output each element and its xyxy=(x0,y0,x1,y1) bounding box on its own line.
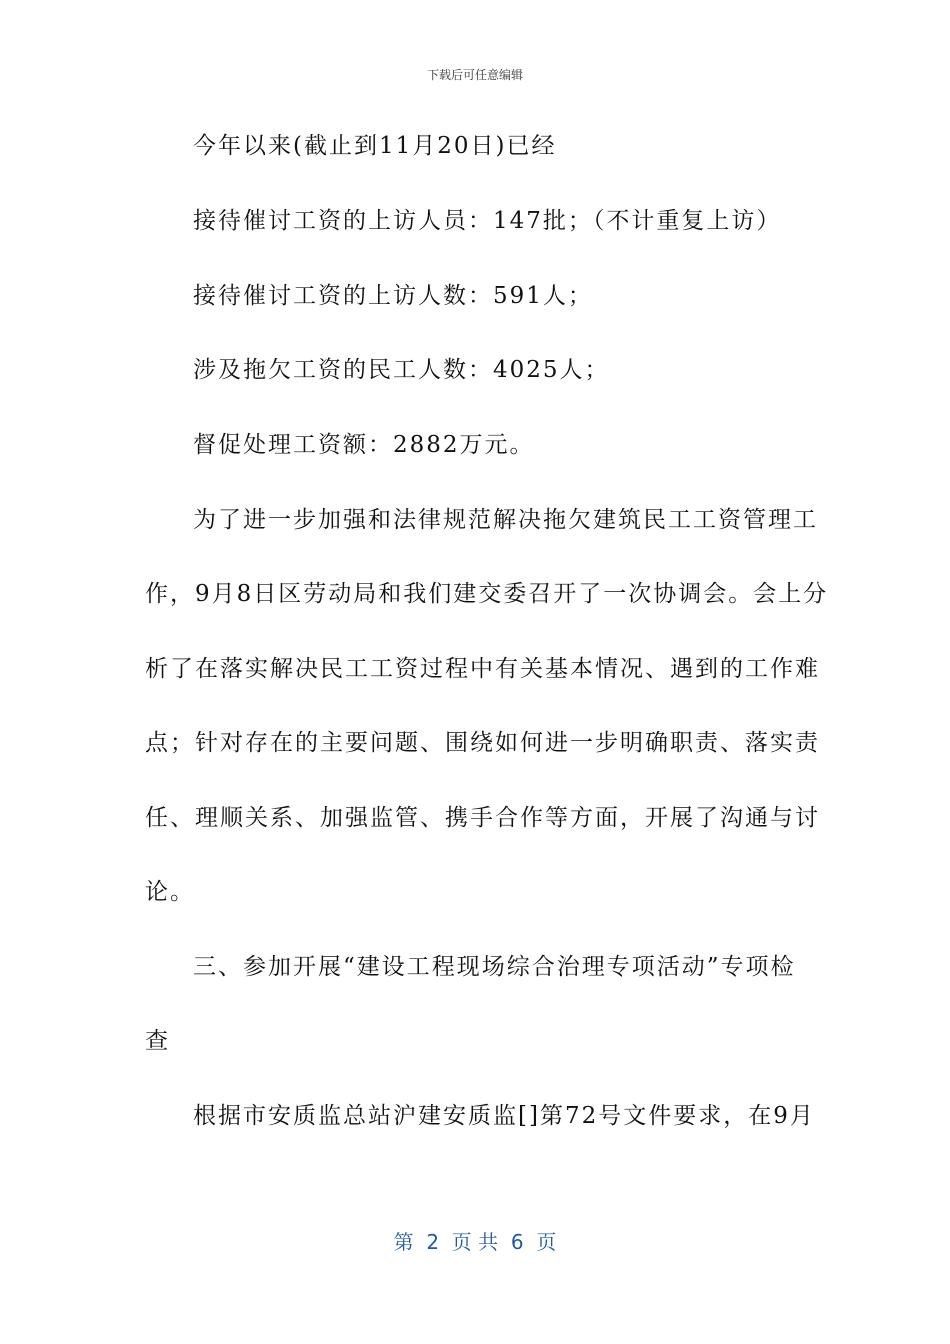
page-number-footer: 第 2 页 共 6 页 xyxy=(393,1230,557,1254)
text-line: 督促处理工资额：2882万元。 xyxy=(193,432,535,458)
paragraph-line: 根据市安质监总站沪建安质监[]第72号文件要求，在9月 xyxy=(193,1103,815,1129)
section-heading-continued: 查 xyxy=(145,1028,170,1054)
paragraph-line: 任、理顺关系、加强监管、携手合作等方面，开展了沟通与讨 xyxy=(145,805,820,831)
paragraph-line: 点；针对存在的主要问题、围绕如何进一步明确职责、落实责 xyxy=(145,730,820,756)
paragraph-line: 为了进一步加强和法律规范解决拖欠建筑民工工资管理工 xyxy=(193,507,818,533)
paragraph-line: 作，9月8日区劳动局和我们建交委召开了一次协调会。会上分 xyxy=(145,581,829,607)
header-note: 下载后可任意编辑 xyxy=(426,68,523,82)
text-line: 接待催讨工资的上访人员：147批；（不计重复上访） xyxy=(193,208,782,234)
paragraph-line: 论。 xyxy=(145,879,195,905)
text-line: 涉及拖欠工资的民工人数：4025人； xyxy=(193,357,610,383)
text-line: 今年以来(截止到11月20日)已经 xyxy=(193,133,557,159)
section-heading: 三、参加开展“建设工程现场综合治理专项活动”专项检 xyxy=(193,954,796,980)
paragraph-line: 析了在落实解决民工工资过程中有关基本情况、遇到的工作难 xyxy=(145,656,820,682)
text-line: 接待催讨工资的上访人数：591人； xyxy=(193,283,593,309)
